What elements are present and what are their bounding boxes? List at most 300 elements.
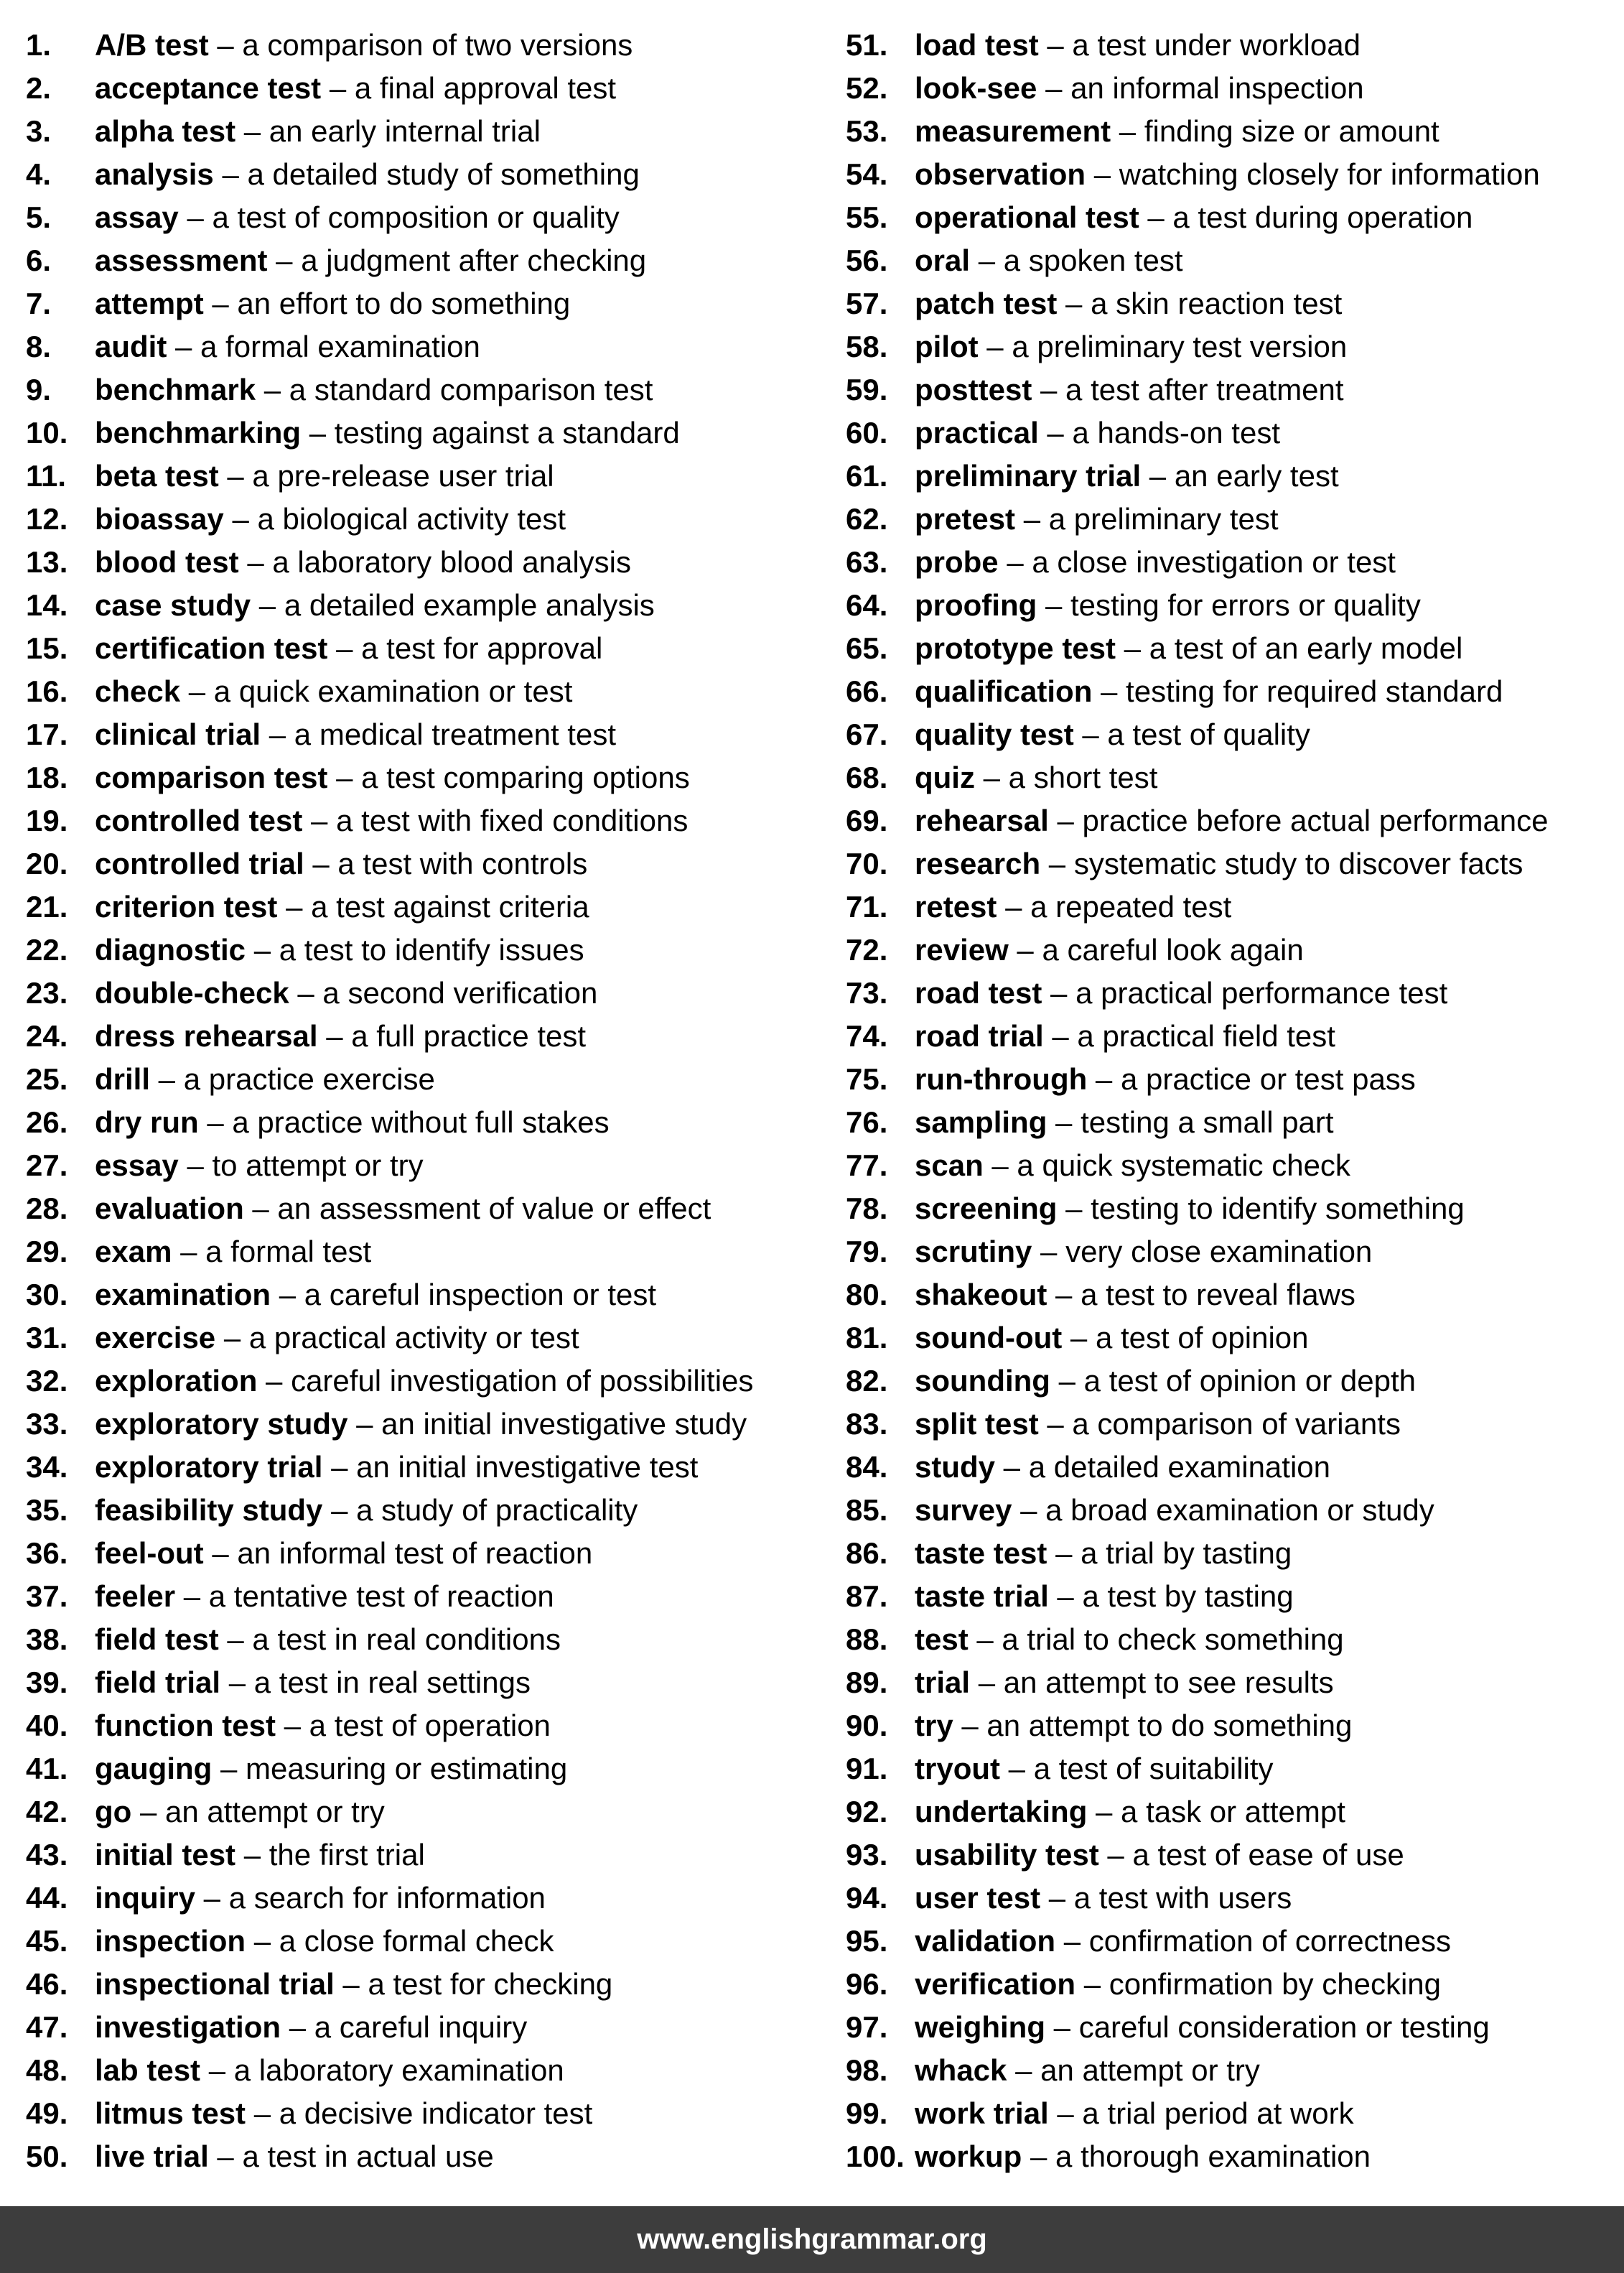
item-term: initial test bbox=[95, 1838, 236, 1872]
item-term: oral bbox=[915, 243, 971, 277]
item-term: trial bbox=[915, 1665, 971, 1699]
word-list-right-column bbox=[846, 24, 1621, 2178]
item-number: 28. bbox=[26, 1191, 68, 1225]
item-term: case study bbox=[95, 588, 251, 622]
item-number: 95. bbox=[846, 1924, 888, 1958]
word-list-left-column bbox=[26, 24, 823, 2178]
item-definition: – a hands-on test bbox=[1038, 416, 1280, 450]
item-term: undertaking bbox=[915, 1795, 1088, 1828]
list-item bbox=[846, 368, 1621, 412]
list-item bbox=[846, 1747, 1621, 1790]
item-definition: – a practical activity or test bbox=[215, 1321, 579, 1354]
item-definition: – to attempt or try bbox=[178, 1148, 424, 1182]
list-item bbox=[26, 1403, 823, 1446]
item-term: benchmark bbox=[95, 373, 256, 406]
item-term: inspection bbox=[95, 1924, 246, 1958]
item-term: audit bbox=[95, 330, 167, 363]
list-item bbox=[26, 1747, 823, 1790]
list-item bbox=[846, 2006, 1621, 2049]
item-term: gauging bbox=[95, 1752, 213, 1785]
item-number: 18. bbox=[26, 761, 68, 794]
list-item bbox=[26, 929, 823, 972]
item-number: 11. bbox=[26, 459, 67, 493]
list-item bbox=[26, 627, 823, 670]
item-term: road test bbox=[915, 976, 1042, 1010]
list-item bbox=[26, 1144, 823, 1187]
item-definition: – a test in real settings bbox=[220, 1665, 531, 1699]
item-definition: – a test with controls bbox=[304, 847, 588, 880]
item-number: 25. bbox=[26, 1062, 68, 1096]
item-definition: – a search for information bbox=[195, 1881, 546, 1915]
item-definition: – testing for errors or quality bbox=[1037, 588, 1421, 622]
item-definition: – a study of practicality bbox=[322, 1493, 638, 1527]
item-number: 23. bbox=[26, 976, 68, 1010]
item-term: measurement bbox=[915, 114, 1111, 148]
list-item bbox=[846, 2092, 1621, 2135]
item-number: 89. bbox=[846, 1665, 888, 1699]
item-term: exploratory study bbox=[95, 1407, 348, 1441]
item-number: 58. bbox=[846, 330, 888, 363]
item-number: 73. bbox=[846, 976, 888, 1010]
list-item bbox=[26, 584, 823, 627]
item-term: inquiry bbox=[95, 1881, 196, 1915]
list-item bbox=[26, 2135, 823, 2178]
item-number: 79. bbox=[846, 1235, 888, 1268]
list-item bbox=[26, 412, 823, 455]
item-term: quality test bbox=[915, 717, 1074, 751]
list-item bbox=[846, 1446, 1621, 1489]
item-number: 57. bbox=[846, 287, 888, 320]
item-number: 53. bbox=[846, 114, 888, 148]
item-definition: – a preliminary test version bbox=[978, 330, 1348, 363]
item-definition: – an informal inspection bbox=[1037, 71, 1364, 105]
item-number: 17. bbox=[26, 717, 68, 751]
item-number: 87. bbox=[846, 1579, 888, 1613]
footer-url[interactable]: www.englishgrammar.org bbox=[637, 2223, 987, 2255]
item-number: 66. bbox=[846, 674, 888, 708]
item-term: tryout bbox=[915, 1752, 1000, 1785]
item-number: 5. bbox=[26, 200, 52, 234]
item-number: 56. bbox=[846, 243, 888, 277]
item-term: study bbox=[915, 1450, 996, 1484]
item-definition: – a biological activity test bbox=[223, 502, 566, 536]
item-term: qualification bbox=[915, 674, 1093, 708]
item-number: 76. bbox=[846, 1105, 888, 1139]
item-number: 1. bbox=[26, 28, 52, 62]
item-term: validation bbox=[915, 1924, 1056, 1958]
item-definition: – a short test bbox=[974, 761, 1158, 794]
item-number: 29. bbox=[26, 1235, 68, 1268]
item-term: usability test bbox=[915, 1838, 1099, 1872]
list-item bbox=[26, 368, 823, 412]
list-item bbox=[846, 196, 1621, 239]
item-definition: – a second verification bbox=[289, 976, 598, 1010]
list-item bbox=[26, 110, 823, 153]
item-definition: – a test of an early model bbox=[1116, 631, 1463, 665]
list-item bbox=[26, 239, 823, 282]
item-definition: – a test of suitability bbox=[1000, 1752, 1274, 1785]
item-number: 19. bbox=[26, 804, 68, 837]
list-item bbox=[26, 842, 823, 886]
item-term: look-see bbox=[915, 71, 1037, 105]
list-item bbox=[26, 1833, 823, 1877]
item-definition: – a test during operation bbox=[1139, 200, 1473, 234]
item-definition: – a formal test bbox=[172, 1235, 372, 1268]
item-definition: – very close examination bbox=[1032, 1235, 1373, 1268]
item-definition: – an early internal trial bbox=[235, 114, 541, 148]
item-term: litmus test bbox=[95, 2096, 246, 2130]
item-number: 44. bbox=[26, 1881, 68, 1915]
item-number: 36. bbox=[26, 1536, 68, 1570]
item-number: 8. bbox=[26, 330, 52, 363]
item-number: 86. bbox=[846, 1536, 888, 1570]
item-number: 98. bbox=[846, 2053, 888, 2087]
item-number: 65. bbox=[846, 631, 888, 665]
item-definition: – a repeated test bbox=[997, 890, 1232, 924]
item-number: 71. bbox=[846, 890, 888, 924]
item-term: preliminary trial bbox=[915, 459, 1142, 493]
item-definition: – a broad examination or study bbox=[1012, 1493, 1434, 1527]
item-term: pilot bbox=[915, 330, 979, 363]
list-item bbox=[26, 455, 823, 498]
item-term: field trial bbox=[95, 1665, 221, 1699]
item-definition: – an attempt or try bbox=[1007, 2053, 1260, 2087]
list-item bbox=[26, 1058, 823, 1101]
item-term: double-check bbox=[95, 976, 289, 1010]
item-number: 49. bbox=[26, 2096, 68, 2130]
list-item bbox=[26, 196, 823, 239]
item-number: 20. bbox=[26, 847, 68, 880]
list-item bbox=[846, 498, 1621, 541]
list-item bbox=[846, 1704, 1621, 1747]
item-number: 24. bbox=[26, 1019, 68, 1053]
item-term: weighing bbox=[915, 2010, 1045, 2044]
item-definition: – a test of opinion bbox=[1062, 1321, 1309, 1354]
item-term: controlled trial bbox=[95, 847, 304, 880]
item-term: work trial bbox=[915, 2096, 1049, 2130]
item-number: 40. bbox=[26, 1709, 68, 1742]
item-term: practical bbox=[915, 416, 1039, 450]
list-item bbox=[26, 2092, 823, 2135]
item-number: 33. bbox=[26, 1407, 68, 1441]
item-number: 7. bbox=[26, 287, 52, 320]
list-item bbox=[846, 1618, 1621, 1661]
item-definition: – an attempt or try bbox=[131, 1795, 385, 1828]
item-definition: – a test against criteria bbox=[277, 890, 589, 924]
item-term: feel-out bbox=[95, 1536, 204, 1570]
item-number: 61. bbox=[846, 459, 888, 493]
item-number: 32. bbox=[26, 1364, 68, 1398]
list-item bbox=[846, 67, 1621, 110]
item-definition: – a test of operation bbox=[275, 1709, 551, 1742]
item-number: 88. bbox=[846, 1622, 888, 1656]
list-item bbox=[846, 541, 1621, 584]
item-term: try bbox=[915, 1709, 953, 1742]
item-number: 37. bbox=[26, 1579, 68, 1613]
item-term: user test bbox=[915, 1881, 1041, 1915]
item-term: retest bbox=[915, 890, 997, 924]
list-item bbox=[846, 1532, 1621, 1575]
item-number: 70. bbox=[846, 847, 888, 880]
item-term: sampling bbox=[915, 1105, 1047, 1139]
list-item bbox=[26, 541, 823, 584]
list-item bbox=[26, 1489, 823, 1532]
item-term: assessment bbox=[95, 243, 268, 277]
item-definition: – a test in real conditions bbox=[218, 1622, 561, 1656]
item-definition: – a comparison of two versions bbox=[208, 28, 633, 62]
list-item bbox=[26, 972, 823, 1015]
list-item bbox=[26, 1920, 823, 1963]
list-item bbox=[846, 1877, 1621, 1920]
item-definition: – a quick systematic check bbox=[983, 1148, 1350, 1182]
item-number: 84. bbox=[846, 1450, 888, 1484]
item-number: 30. bbox=[26, 1278, 68, 1311]
item-definition: – a test comparing options bbox=[327, 761, 690, 794]
item-definition: – an attempt to see results bbox=[970, 1665, 1334, 1699]
list-item bbox=[26, 756, 823, 799]
list-item bbox=[26, 670, 823, 713]
item-term: benchmarking bbox=[95, 416, 302, 450]
item-number: 55. bbox=[846, 200, 888, 234]
item-number: 81. bbox=[846, 1321, 888, 1354]
item-term: check bbox=[95, 674, 181, 708]
list-item bbox=[846, 670, 1621, 713]
list-item bbox=[26, 498, 823, 541]
item-definition: – a careful inspection or test bbox=[271, 1278, 657, 1311]
item-number: 35. bbox=[26, 1493, 68, 1527]
list-item bbox=[26, 2049, 823, 2092]
list-item bbox=[26, 1877, 823, 1920]
list-item bbox=[846, 627, 1621, 670]
item-term: research bbox=[915, 847, 1041, 880]
item-definition: – a tentative test of reaction bbox=[175, 1579, 554, 1613]
list-item bbox=[846, 1058, 1621, 1101]
item-definition: – careful consideration or testing bbox=[1045, 2010, 1490, 2044]
item-number: 47. bbox=[26, 2010, 68, 2044]
item-number: 72. bbox=[846, 933, 888, 967]
item-term: go bbox=[95, 1795, 132, 1828]
list-item bbox=[26, 1015, 823, 1058]
footer-bar bbox=[0, 2206, 1624, 2273]
list-item bbox=[846, 1833, 1621, 1877]
item-definition: – a test to reveal flaws bbox=[1047, 1278, 1355, 1311]
item-term: controlled test bbox=[95, 804, 303, 837]
list-item bbox=[846, 886, 1621, 929]
item-definition: – the first trial bbox=[235, 1838, 425, 1872]
item-number: 93. bbox=[846, 1838, 888, 1872]
item-definition: – an effort to do something bbox=[203, 287, 571, 320]
item-number: 68. bbox=[846, 761, 888, 794]
item-term: sound-out bbox=[915, 1321, 1063, 1354]
item-definition: – an initial investigative test bbox=[322, 1450, 699, 1484]
list-item bbox=[846, 1920, 1621, 1963]
item-term: split test bbox=[915, 1407, 1039, 1441]
list-item bbox=[846, 325, 1621, 368]
item-definition: – a test with users bbox=[1040, 1881, 1292, 1915]
list-item bbox=[846, 1661, 1621, 1704]
item-number: 50. bbox=[26, 2139, 68, 2173]
item-number: 21. bbox=[26, 890, 68, 924]
list-item bbox=[846, 584, 1621, 627]
item-definition: – an informal test of reaction bbox=[203, 1536, 593, 1570]
item-number: 54. bbox=[846, 157, 888, 191]
item-number: 69. bbox=[846, 804, 888, 837]
item-term: bioassay bbox=[95, 502, 224, 536]
item-number: 16. bbox=[26, 674, 68, 708]
list-item bbox=[846, 799, 1621, 842]
item-number: 15. bbox=[26, 631, 68, 665]
list-item bbox=[846, 1273, 1621, 1316]
item-term: criterion test bbox=[95, 890, 278, 924]
list-item bbox=[846, 1230, 1621, 1273]
item-number: 74. bbox=[846, 1019, 888, 1053]
item-definition: – a trial to check something bbox=[968, 1622, 1344, 1656]
item-definition: – an attempt to do something bbox=[953, 1709, 1353, 1742]
item-term: posttest bbox=[915, 373, 1032, 406]
item-term: proofing bbox=[915, 588, 1037, 622]
list-item bbox=[846, 2135, 1621, 2178]
list-item bbox=[26, 1273, 823, 1316]
list-item bbox=[846, 1403, 1621, 1446]
item-definition: – a practice exercise bbox=[150, 1062, 435, 1096]
item-definition: – a laboratory blood analysis bbox=[238, 545, 631, 579]
item-number: 41. bbox=[26, 1752, 68, 1785]
list-item bbox=[846, 153, 1621, 196]
item-definition: – a test of composition or quality bbox=[178, 200, 620, 234]
item-term: alpha test bbox=[95, 114, 236, 148]
item-term: prototype test bbox=[915, 631, 1116, 665]
item-number: 60. bbox=[846, 416, 888, 450]
item-definition: – a detailed example analysis bbox=[251, 588, 655, 622]
item-term: feasibility study bbox=[95, 1493, 323, 1527]
list-item bbox=[846, 713, 1621, 756]
item-definition: – a detailed examination bbox=[995, 1450, 1330, 1484]
item-number: 13. bbox=[26, 545, 68, 579]
item-term: operational test bbox=[915, 200, 1139, 234]
item-term: acceptance test bbox=[95, 71, 322, 105]
item-definition: – a skin reaction test bbox=[1057, 287, 1343, 320]
item-term: certification test bbox=[95, 631, 328, 665]
list-item bbox=[26, 325, 823, 368]
list-item bbox=[26, 282, 823, 325]
item-term: quiz bbox=[915, 761, 975, 794]
item-definition: – a test for approval bbox=[327, 631, 603, 665]
item-term: blood test bbox=[95, 545, 239, 579]
list-item bbox=[26, 2006, 823, 2049]
item-number: 90. bbox=[846, 1709, 888, 1742]
item-term: whack bbox=[915, 2053, 1007, 2087]
list-item bbox=[26, 1446, 823, 1489]
item-definition: – a practice without full stakes bbox=[198, 1105, 610, 1139]
list-item bbox=[846, 756, 1621, 799]
item-term: workup bbox=[915, 2139, 1022, 2173]
item-definition: – a test under workload bbox=[1038, 28, 1361, 62]
item-term: patch test bbox=[915, 287, 1058, 320]
item-number: 62. bbox=[846, 502, 888, 536]
item-definition: – practice before actual performance bbox=[1048, 804, 1549, 837]
list-item bbox=[846, 929, 1621, 972]
item-term: scrutiny bbox=[915, 1235, 1032, 1268]
list-item bbox=[26, 1575, 823, 1618]
item-definition: – a practical performance test bbox=[1042, 976, 1448, 1010]
item-definition: – a comparison of variants bbox=[1038, 1407, 1401, 1441]
item-term: pretest bbox=[915, 502, 1016, 536]
item-definition: – a careful inquiry bbox=[281, 2010, 528, 2044]
item-definition: – a thorough examination bbox=[1022, 2139, 1371, 2173]
item-definition: – a final approval test bbox=[321, 71, 617, 105]
list-item bbox=[846, 1359, 1621, 1403]
item-definition: – a test in actual use bbox=[208, 2139, 494, 2173]
item-number: 10. bbox=[26, 416, 68, 450]
item-number: 100. bbox=[846, 2139, 905, 2173]
item-definition: – a detailed study of something bbox=[213, 157, 640, 191]
item-term: rehearsal bbox=[915, 804, 1049, 837]
item-definition: – testing a small part bbox=[1047, 1105, 1334, 1139]
item-definition: – measuring or estimating bbox=[212, 1752, 568, 1785]
item-term: shakeout bbox=[915, 1278, 1047, 1311]
item-number: 96. bbox=[846, 1967, 888, 2001]
item-definition: – a preliminary test bbox=[1015, 502, 1279, 536]
item-definition: – a test by tasting bbox=[1048, 1579, 1294, 1613]
item-definition: – a trial by tasting bbox=[1047, 1536, 1292, 1570]
item-definition: – a test after treatment bbox=[1032, 373, 1344, 406]
item-term: taste trial bbox=[915, 1579, 1049, 1613]
item-number: 80. bbox=[846, 1278, 888, 1311]
item-number: 34. bbox=[26, 1450, 68, 1484]
item-definition: – a close formal check bbox=[246, 1924, 554, 1958]
item-number: 39. bbox=[26, 1665, 68, 1699]
item-number: 3. bbox=[26, 114, 52, 148]
item-definition: – a judgment after checking bbox=[267, 243, 647, 277]
item-definition: – a trial period at work bbox=[1048, 2096, 1354, 2130]
list-item bbox=[846, 239, 1621, 282]
item-term: feeler bbox=[95, 1579, 176, 1613]
item-definition: – a test with fixed conditions bbox=[302, 804, 689, 837]
item-definition: – finding size or amount bbox=[1111, 114, 1439, 148]
item-number: 46. bbox=[26, 1967, 68, 2001]
list-item bbox=[846, 1963, 1621, 2006]
item-definition: – a test of opinion or depth bbox=[1050, 1364, 1416, 1398]
list-item bbox=[846, 1101, 1621, 1144]
item-term: road trial bbox=[915, 1019, 1044, 1053]
item-term: verification bbox=[915, 1967, 1076, 2001]
item-term: scan bbox=[915, 1148, 984, 1182]
item-number: 2. bbox=[26, 71, 52, 105]
item-term: inspectional trial bbox=[95, 1967, 335, 2001]
item-definition: – a test to identify issues bbox=[246, 933, 584, 967]
item-term: exam bbox=[95, 1235, 172, 1268]
item-number: 31. bbox=[26, 1321, 68, 1354]
item-term: survey bbox=[915, 1493, 1012, 1527]
item-number: 51. bbox=[846, 28, 888, 62]
item-term: exercise bbox=[95, 1321, 216, 1354]
item-term: probe bbox=[915, 545, 999, 579]
item-term: analysis bbox=[95, 157, 214, 191]
item-number: 14. bbox=[26, 588, 68, 622]
item-number: 38. bbox=[26, 1622, 68, 1656]
item-number: 67. bbox=[846, 717, 888, 751]
item-number: 52. bbox=[846, 71, 888, 105]
item-definition: – a close investigation or test bbox=[998, 545, 1396, 579]
item-number: 63. bbox=[846, 545, 888, 579]
list-item bbox=[26, 1230, 823, 1273]
item-definition: – a laboratory examination bbox=[200, 2053, 564, 2087]
item-term: assay bbox=[95, 200, 179, 234]
item-definition: – a standard comparison test bbox=[256, 373, 653, 406]
item-term: comparison test bbox=[95, 761, 328, 794]
item-definition: – a practice or test pass bbox=[1087, 1062, 1416, 1096]
item-number: 43. bbox=[26, 1838, 68, 1872]
